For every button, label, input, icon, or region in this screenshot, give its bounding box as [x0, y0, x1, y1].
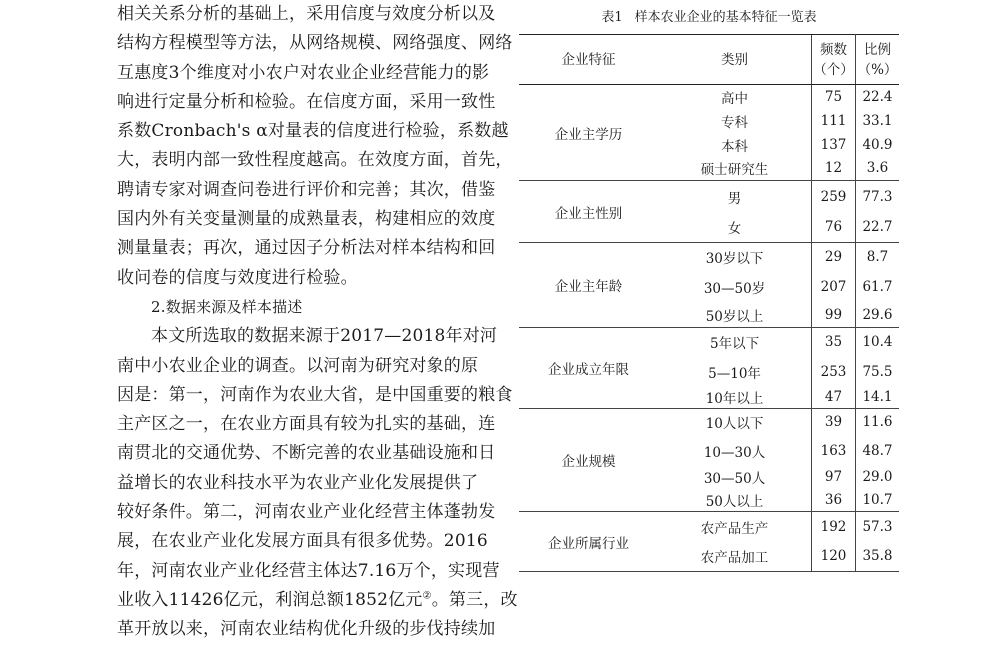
- frequency-cell: 39: [812, 409, 856, 436]
- text-line: 大，表明内部一致性程度越高。在效度方面，首先，: [117, 150, 513, 171]
- frequency-cell: 12: [812, 157, 856, 181]
- table-title: 样本农业企业的基本特征一览表: [634, 10, 817, 25]
- frequency-cell: 47: [812, 387, 856, 409]
- table-body: [519, 85, 899, 572]
- category-cell: 本科: [721, 138, 749, 155]
- ratio-cell: 29.6: [855, 303, 899, 328]
- category-cell: 女: [658, 213, 811, 243]
- header-freq-label: 频数: [820, 41, 847, 58]
- frequency-cell: 120: [812, 542, 856, 572]
- category-cell: 10—30人: [703, 444, 766, 461]
- text-line: 聘请专家对调查问卷进行评价和完善；其次，借鉴: [117, 179, 496, 200]
- ratio-cell: 11.6: [862, 414, 893, 431]
- table-header-row: [519, 35, 899, 85]
- frequency-cell: 137: [812, 133, 856, 157]
- paragraph-data-source: [117, 322, 513, 586]
- text-line-part: 。第三，改: [431, 589, 518, 610]
- category-cell: 10年以上: [658, 387, 811, 409]
- category-cell: 专科: [721, 114, 749, 131]
- header-frequency: [812, 35, 856, 85]
- category-cell: 农产品生产: [700, 520, 769, 537]
- header-ratio-label: 比例: [863, 41, 891, 58]
- header-category: 类别: [658, 35, 811, 85]
- text-line: 南贯北的交通优势、不断完善的农业基础设施和日: [117, 443, 496, 464]
- text-line: 收问卷的信度与效度进行检验。: [117, 267, 358, 288]
- feature-cell: 企业所属行业: [519, 512, 658, 572]
- text-line: 益增长的农业科技水平为农业产业化发展提供了: [117, 472, 479, 493]
- frequency-cell: 76: [812, 213, 856, 243]
- text-line: 系数Cronbach's α对量表的信度进行检验，系数越: [117, 121, 509, 142]
- table-row: [519, 85, 899, 109]
- frequency-cell: 259: [812, 181, 856, 213]
- feature-cell: 企业主学历: [519, 85, 658, 181]
- frequency-cell: 75: [812, 85, 856, 109]
- header-ratio-unit: （%）: [857, 61, 898, 78]
- frequency-cell: 36: [812, 489, 856, 512]
- ratio-cell: 35.8: [855, 542, 899, 572]
- category-cell: 5—10年: [708, 365, 761, 382]
- frequency-cell: 192: [812, 512, 856, 542]
- text-line: 测量量表；再次，通过因子分析法对样本结构和回: [117, 238, 496, 259]
- table-row: [519, 181, 899, 213]
- category-cell: 硕士研究生: [658, 157, 811, 181]
- text-line: 本文所选取的数据来源于2017—2018年对河: [151, 326, 498, 347]
- category-cell: 高中: [721, 90, 749, 107]
- sample-characteristics-table: [519, 34, 899, 572]
- feature-cell: 企业规模: [519, 409, 658, 512]
- frequency-cell: 29: [812, 243, 856, 272]
- ratio-cell: 14.1: [855, 387, 899, 409]
- category-cell: 30—50人: [703, 471, 766, 487]
- table-number: 表1: [601, 10, 623, 25]
- text-line: 互惠度3个维度对小农户对农业企业经营能力的影: [117, 62, 490, 83]
- text-line: 革开放以来，河南农业结构优化升级的步伐持续加: [117, 619, 496, 640]
- feature-cell: 企业成立年限: [519, 328, 658, 409]
- text-line: 南中小农业企业的调查。以河南为研究对象的原: [117, 355, 479, 376]
- text-line: 相关关系分析的基础上，采用信度与效度分析以及: [117, 4, 496, 24]
- ratio-cell: 10.4: [862, 334, 893, 351]
- ratio-cell: 33.1: [862, 112, 893, 129]
- frequency-cell: 99: [812, 303, 856, 328]
- body-text-column: [117, 0, 518, 645]
- feature-cell: 企业主年龄: [519, 243, 658, 328]
- feature-cell: 企业主性别: [519, 181, 658, 243]
- frequency-cell: 97: [812, 466, 856, 489]
- table-row: [519, 328, 899, 357]
- frequency-cell: 163: [812, 436, 856, 466]
- ratio-cell: 57.3: [862, 518, 893, 535]
- paragraph-methods: [117, 0, 513, 293]
- category-cell: 10人以下: [705, 416, 764, 433]
- category-cell: 50岁以上: [658, 303, 811, 328]
- category-cell: 30—50岁: [703, 281, 766, 297]
- table-caption: [519, 6, 899, 25]
- ratio-cell: 29.0: [862, 469, 893, 485]
- category-cell: 5年以下: [709, 336, 760, 353]
- ratio-cell: 61.7: [862, 279, 893, 295]
- text-line-part: 业收入11426亿元，利润总额1852亿元: [117, 589, 423, 610]
- frequency-cell: 253: [812, 357, 856, 387]
- table-row: [519, 409, 899, 436]
- text-line: 因是：第一，河南作为农业大省，是中国重要的粮食: [117, 384, 513, 405]
- text-line: 国内外有关变量测量的成熟量表，构建相应的效度: [117, 209, 496, 230]
- text-line: 较好条件。第二，河南农业产业化经营主体蓬勃发: [117, 502, 496, 523]
- ratio-cell: 77.3: [862, 188, 893, 205]
- frequency-cell: 111: [812, 109, 856, 133]
- text-line: [117, 586, 518, 615]
- ratio-cell: 40.9: [862, 136, 893, 153]
- text-line: 展，在农业产业化发展方面具有很多优势。2016: [117, 531, 488, 552]
- text-line: 主产区之一，在农业方面具有较为扎实的基础，连: [117, 414, 496, 435]
- ratio-cell: 10.7: [855, 489, 899, 512]
- frequency-cell: 207: [812, 272, 856, 303]
- category-cell: 50人以上: [658, 489, 811, 512]
- ratio-cell: 3.6: [855, 157, 899, 181]
- frequency-cell: 35: [812, 328, 856, 357]
- table-row: [519, 243, 899, 272]
- ratio-cell: 75.5: [862, 363, 893, 380]
- ratio-cell: 48.7: [862, 442, 893, 459]
- text-line: 年，河南农业产业化经营主体达7.16万个，实现营: [117, 560, 500, 581]
- subheading: 2.数据来源及样本描述: [151, 297, 303, 316]
- text-line: 响进行定量分析和检验。在信度方面，采用一致性: [117, 91, 496, 112]
- header-feature: 企业特征: [519, 35, 658, 85]
- category-cell: 30岁以下: [705, 251, 764, 268]
- text-line: 结构方程模型等方法，从网络规模、网络强度、网络: [117, 33, 513, 54]
- header-freq-unit: （个）: [813, 61, 854, 78]
- category-cell: 农产品加工: [658, 542, 811, 572]
- ratio-cell: 22.4: [862, 88, 893, 105]
- category-cell: 男: [727, 190, 742, 207]
- ratio-cell: 22.7: [855, 213, 899, 243]
- table-row: [519, 512, 899, 542]
- footnote-mark[interactable]: ②: [422, 590, 432, 602]
- header-ratio: [855, 35, 899, 85]
- ratio-cell: 8.7: [866, 249, 889, 266]
